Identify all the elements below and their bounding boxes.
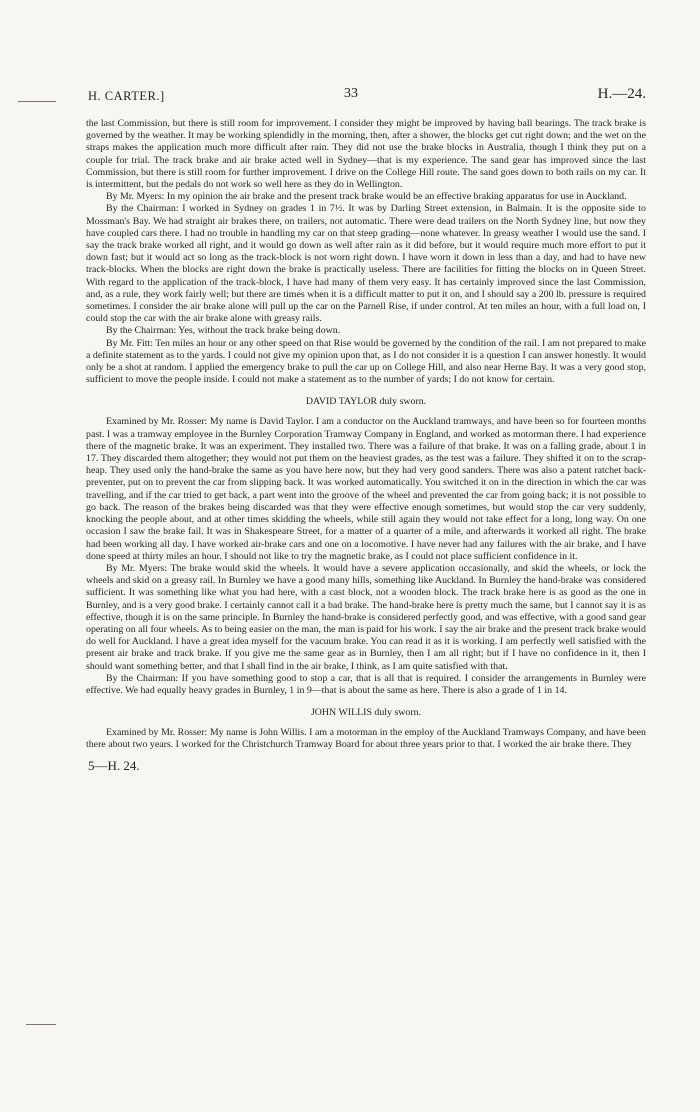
margin-mark <box>18 101 56 102</box>
paragraph: By the Chairman: If you have something good to stop a car, that is all that is required. I consider the arrangements in Burnley were effective. We had equally heavy grades in Burnley, 1 in 9—that is about the same as here. There is also a grade of 1 in 14. <box>86 672 646 696</box>
paragraph: By Mr. Myers: In my opinion the air brake and the present track brake would be an effective braking apparatus for use in Auckland. <box>106 191 627 203</box>
witness-heading-willis: JOHN WILLIS duly sworn. <box>310 707 422 719</box>
witness-heading-taylor: DAVID TAYLOR duly sworn. <box>305 396 427 408</box>
paragraph: By the Chairman: Yes, without the track brake being down. <box>106 325 341 337</box>
document-page <box>86 86 646 774</box>
page-header <box>86 86 646 108</box>
page-number: 33 <box>344 86 358 101</box>
header-author: H. CARTER.] <box>88 89 165 103</box>
paragraph: Examined by Mr. Rosser: My name is John Willis. I am a motorman in the employ of the Auckland Tramways Company, and have been there about two years. I worked for the Christchurch Tramway Board for about three years prior to that. I worked the air brake there. They <box>86 727 646 751</box>
section-taylor <box>86 416 646 697</box>
section-willis <box>86 727 646 751</box>
paragraph: the last Commission, but there is still room for improvement. I consider they might be improved by having ball bearings. The track brake is governed by the weather. It may be working splendidly in the morning, then, after a shower, the blocks get cut right down; and the wet on the straps makes the application much more difficult after rain. They did not use the brake blocks in Australia, though I think they put on a couple for trial. The track brake and air brake acted well in Sydney—that is my experience. The sand gear has improved since the last Commission, but there is still room for further improvement. I drive on the College Hill route. The sand goes down to both rails on my car. It is intermittent, but the pedals do not work so well here as they do in Wellington. <box>86 118 646 191</box>
paragraph: By the Chairman: I worked in Sydney on grades 1 in 7½. It was by Darling Street extension, in Balmain. It is the opposite side to Mossman's Bay. We had straight air brakes there, on trailers, not automatic. There were dead trailers on the North Sydney line, but now they have coupled cars there. I had no trouble in handling my car on that steep grading—none whatever. In greasy weather I would use the sand. I say the track brake worked all right, and it would go down as well after rain as it did before, but it would require much more effort to put it down fast; but it would act so long as the track-block is not worn right down. I have worn it down in less than a day, and had to have new track-blocks. When the blocks are right down the brake is practically useless. There are facilities for fitting the blocks on in Queen Street. With regard to the application of the track-block, I have had many of them very easy. It has certainly improved since the last Commission, and, as a rule, they work fairly well; but there are times when it is a difficult matter to put it on, and I should say a 200 lb. pressure is required sometimes. I consider the air brake alone will pull up the car on the Parnell Rise, if under control. At ten miles an hour, with a full load on, I could stop the car with the air brake alone with greasy rails. <box>86 203 646 325</box>
document-reference: H.—24. <box>597 86 646 102</box>
margin-mark <box>26 1024 56 1025</box>
paragraph: By Mr. Fitt: Ten miles an hour or any other speed on that Rise would be governed by the condition of the rail. I am not prepared to make a definite statement as to the yards. I could not give my opinion upon that, as I do not consider it is a question I can answer honestly. It would only be a shot at random. I applied the emergency brake to pull the car up on College Hill, and also near Herne Bay. It was a very good stop, sufficient to move the people inside. I could not make a statement as to the number of yards; I do not know for certain. <box>86 337 646 386</box>
section-carter <box>86 118 646 386</box>
paragraph: By Mr. Myers: The brake would skid the wheels. It would have a severe application occasionally, and skid the wheels, or lock the wheels and skid on a greasy rail. In Burnley we have a good many hills, something like Auckland. In Burnley the hand-brake was considered sufficient. It was something like what you had here, with a cast block, not a wooden block. The track brake here is as good as the one in Burnley, and is a very good brake. I certainly cannot call it a bad brake. The hand-brake here is pretty much the same, but I cannot say it is as effective, though it is on the same principle. In Burnley the hand-brake is considered perfectly good, and was effective, with a good sand gear operating on all four wheels. As to being easier on the man, the man is paid for his work. I say the air brake and the present track brake would do well for Auckland. I have a great idea myself for the vacuum brake. You can read it as it is working. I am perfectly well satisfied with the present air brake and track brake. If you give me the same gear as in Burnley, then I am all right; but if I have no confidence in it, then I should want something better, and that I shall find in the air brake, I think, as I am quite satisfied with that. <box>86 562 646 672</box>
signature-footer: 5—H. 24. <box>88 757 140 773</box>
paragraph: Examined by Mr. Rosser: My name is David Taylor. I am a conductor on the Auckland tramways, and have been so for fourteen months past. I was a tramway employee in the Burnley Corporation Tramway Company in England, and worked as motorman there. I had experience there of the magnetic brake. It was an experiment. They installed two. There was a failure of that brake. It was on a falling grade, about 1 in 17. They discarded them altogether; they would not put them on the heaviest grades, as the test was a failure. They shifted it on to the scrap-heap. They used only the hand-brake the same as you have here now, but they had very good sanders. There was also a patent ratchet back-preventer, put on to prevent the car from slipping back. It was worked automatically. You switched it on in the direction in which the car was travelling, and if the car tried to get back, a part went into the groove of the wheel and prevented the car from going back; it is not possible to go back. The reason of the brakes being discarded was that they were effective enough sometimes, but would stop the car very suddenly, knocking the people about, and at other times skidding the wheels, while still again they would not take effect for a long, long way. On one occasion I saw the brake fail. It was in Shakespeare Street, for a matter of a quarter of a mile, and afterwards it worked all right. The brake had been working all day. I have worked air-brake cars and one on a locomotive. I have never had any failures with the air brake, and I have done speed at thirty miles an hour. I should not like to try the magnetic brake, as I could not place sufficient confidence in it. <box>86 416 646 562</box>
